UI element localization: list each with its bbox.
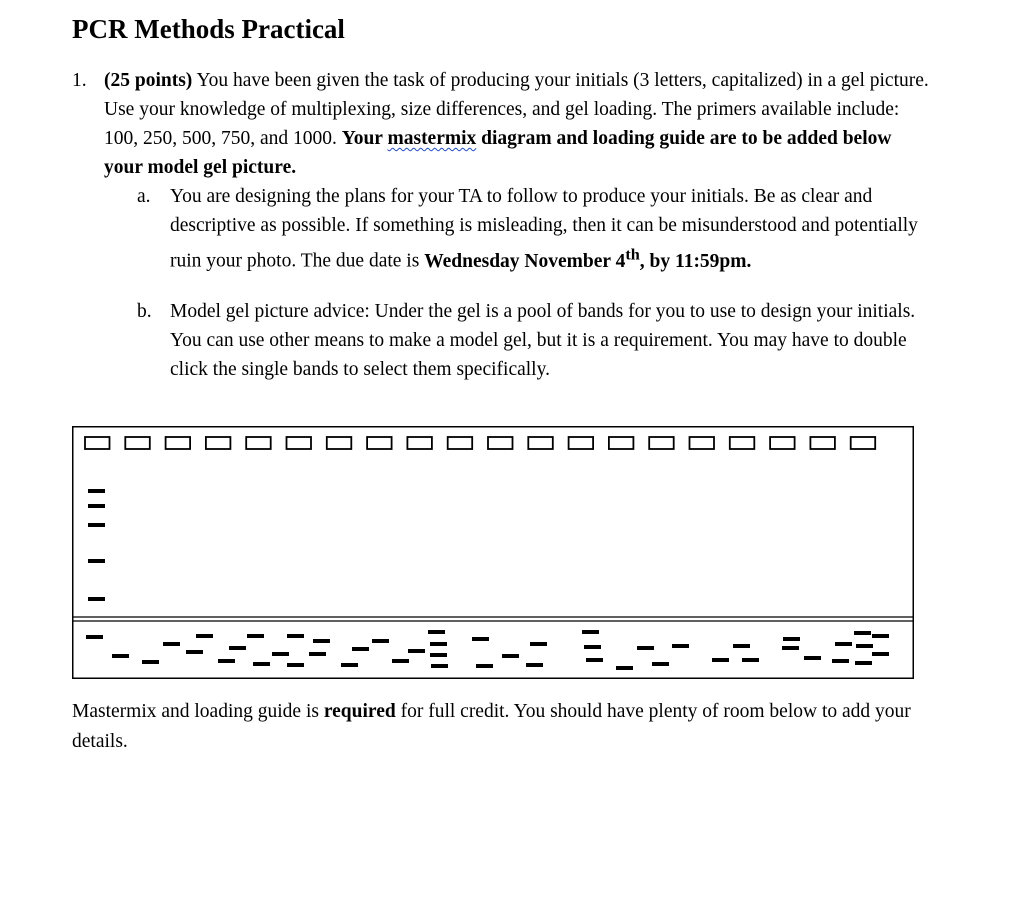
footer-note [72,697,932,757]
pool-band[interactable] [287,634,304,638]
pool-band[interactable] [142,660,159,664]
pool-band[interactable] [804,656,821,660]
pool-band[interactable] [616,666,633,670]
pool-band[interactable] [430,653,447,657]
footer-text-2: for full credit. You should have plenty of room below to add your details. [72,701,911,752]
footer-required: required [323,701,396,722]
pool-band[interactable] [431,664,448,668]
pool-band[interactable] [253,662,270,666]
pool-band[interactable] [186,650,203,654]
due-date-day: Wednesday November 4 [424,250,626,272]
ladder-band[interactable] [88,597,105,601]
pool-band[interactable] [526,663,543,667]
pool-band[interactable] [712,658,729,662]
pool-band[interactable] [229,646,246,650]
ladder-band[interactable] [88,559,105,563]
pool-band[interactable] [652,662,669,666]
pool-band[interactable] [476,664,493,668]
pool-band[interactable] [163,642,180,646]
pool-band[interactable] [218,659,235,663]
pool-band[interactable] [832,659,849,663]
due-date-suffix: th [625,245,640,263]
question-number: 1. [72,70,87,91]
pool-band[interactable] [309,652,326,656]
question-1-body: You have been given the task of producing your initials (3 letters, capitalized) in a gel picture. Use your knowledge of multiplexing, size differences, and gel loading. The primers available include: 100, 250, 500, 750, and 1000. [104,70,929,149]
pool-band[interactable] [313,639,330,643]
pool-band[interactable] [854,631,871,635]
pool-band[interactable] [733,644,750,648]
pool-band[interactable] [530,642,547,646]
pool-band[interactable] [872,652,889,656]
pool-band[interactable] [782,646,799,650]
pool-band[interactable] [472,637,489,641]
subitem-b-label: b. [137,301,152,322]
pool-band[interactable] [341,663,358,667]
footer-text-1: Mastermix and loading guide is [72,701,324,722]
points-label: (25 points) [104,70,193,91]
subitem-a-label: a. [137,186,151,207]
subitem-b-text: Model gel picture advice: Under the gel is a pool of bands for you to use to design your initials. You can use other means to make a model gel, but it is a requirement. You may have to double click the single bands to select them specifically. [170,301,916,380]
pool-band[interactable] [872,634,889,638]
spellcheck-word-mastermix[interactable]: mastermix [387,128,477,149]
subitem-a-text [170,182,940,276]
subitem-a-body: You are designing the plans for your TA to follow to produce your initials. Be as clear and descriptive as possible. If something is misleading, then it can be misunderstood and potentially ruin your photo. The due date is [170,186,918,272]
emphasis-part-b: diagram and loading guide are to be added below your model gel picture. [104,128,892,178]
pool-band[interactable] [287,663,304,667]
pool-band[interactable] [408,649,425,653]
question-1-text [104,66,934,182]
due-date [424,245,752,272]
pool-band[interactable] [584,645,601,649]
pool-band[interactable] [856,644,873,648]
pool-band[interactable] [196,634,213,638]
pool-band[interactable] [247,634,264,638]
pool-band[interactable] [835,642,852,646]
pool-band[interactable] [672,644,689,648]
pool-band[interactable] [502,654,519,658]
ladder-band[interactable] [88,523,105,527]
pool-band[interactable] [586,658,603,662]
pool-band[interactable] [428,630,445,634]
pool-band[interactable] [112,654,129,658]
pool-band[interactable] [352,647,369,651]
ladder-band[interactable] [88,504,105,508]
due-date-time: , by 11:59pm. [639,250,752,272]
emphasis-part-a: Your [341,128,388,149]
pool-band[interactable] [783,637,800,641]
pool-band[interactable] [742,658,759,662]
ladder-band[interactable] [88,489,105,493]
page-title: PCR Methods Practical [72,14,345,44]
pool-band[interactable] [272,652,289,656]
pool-band[interactable] [637,646,654,650]
pool-band[interactable] [392,659,409,663]
pool-band[interactable] [582,630,599,634]
pool-band[interactable] [855,661,872,665]
model-gel [72,426,914,679]
pool-band[interactable] [430,642,447,646]
pool-band[interactable] [86,635,103,639]
pool-band[interactable] [372,639,389,643]
